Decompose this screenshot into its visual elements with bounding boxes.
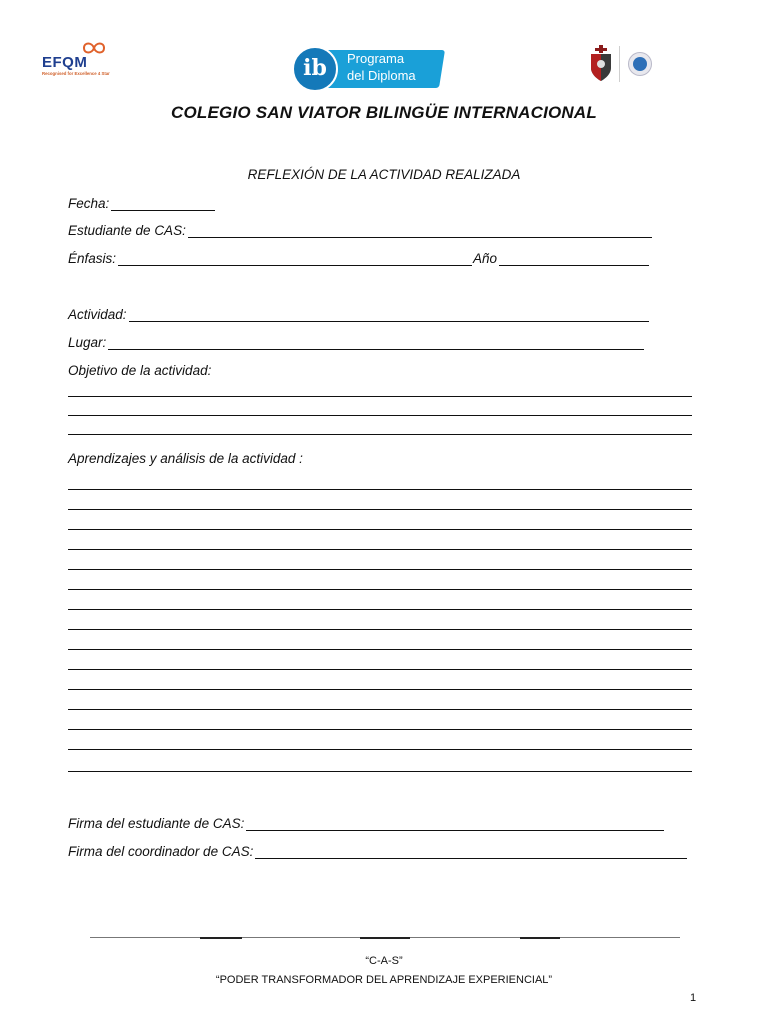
estudiante-label: Estudiante de CAS: [68,223,186,238]
fecha-field [68,193,215,211]
ib-logo-line2: del Diploma [347,68,416,83]
aprendizajes-line[interactable] [68,489,692,490]
ib-logo-mark: ib [303,55,327,81]
efqm-wordmark: EFQM [42,54,88,71]
efqm-logo [40,40,120,90]
objetivo-line[interactable] [68,396,692,397]
firma-estudiante-field [68,813,664,831]
enfasis-label: Énfasis: [68,251,117,266]
fecha-blank[interactable] [111,196,215,211]
efqm-tagline: Recognised for Excellence 4 Star [42,71,110,76]
aprendizajes-label: Aprendizajes y análisis de la actividad : [68,451,303,466]
fecha-label: Fecha: [68,196,110,211]
enfasis-field [68,248,649,266]
footer-motto: “C-A-S” [365,955,403,967]
ano-label: Año [473,251,498,266]
footer-divider [90,937,680,938]
aprendizajes-line[interactable] [68,509,692,510]
firma-coordinador-field [68,841,687,859]
ib-logo-line1: Programa [347,51,405,66]
crest-shield-icon [588,44,614,84]
ib-small-logo [628,52,652,76]
lugar-blank[interactable] [108,335,644,350]
firma-estudiante-label: Firma del estudiante de CAS: [68,816,245,831]
footer-slogan: “PODER TRANSFORMADOR DEL APRENDIZAJE EXPERIENCIAL” [215,974,553,986]
aprendizajes-line[interactable] [68,529,692,530]
aprendizajes-line[interactable] [68,729,692,730]
aprendizajes-line[interactable] [68,709,692,710]
enfasis-blank[interactable] [118,251,472,266]
aprendizajes-line[interactable] [68,669,692,670]
objetivo-label: Objetivo de la actividad: [68,363,212,378]
estudiante-field [68,220,652,238]
page-number: 1 [690,992,697,1004]
objetivo-field [68,360,211,378]
aprendizajes-line[interactable] [68,569,692,570]
aprendizajes-line[interactable] [68,549,692,550]
objetivo-line[interactable] [68,434,692,435]
actividad-blank[interactable] [129,307,649,322]
actividad-label: Actividad: [68,307,127,322]
aprendizajes-line[interactable] [68,689,692,690]
school-crest-logo [588,44,658,86]
estudiante-blank[interactable] [188,223,652,238]
ano-blank[interactable] [499,251,649,266]
firma-coordinador-label: Firma del coordinador de CAS: [68,844,254,859]
aprendizajes-line[interactable] [68,771,692,772]
aprendizajes-line[interactable] [68,609,692,610]
firma-coordinador-blank[interactable] [255,844,687,859]
aprendizajes-line[interactable] [68,749,692,750]
lugar-label: Lugar: [68,335,107,350]
aprendizajes-line[interactable] [68,589,692,590]
aprendizajes-line[interactable] [68,629,692,630]
aprendizajes-field [68,448,303,466]
school-title: COLEGIO SAN VIATOR BILINGÜE INTERNACIONAL [171,103,597,122]
logo-separator [619,46,620,82]
actividad-field [68,304,649,322]
objetivo-line[interactable] [68,415,692,416]
form-title: REFLEXIÓN DE LA ACTIVIDAD REALIZADA [247,167,521,182]
firma-estudiante-blank[interactable] [246,816,664,831]
lugar-field [68,332,644,350]
ib-diploma-logo [292,46,448,92]
aprendizajes-line[interactable] [68,649,692,650]
